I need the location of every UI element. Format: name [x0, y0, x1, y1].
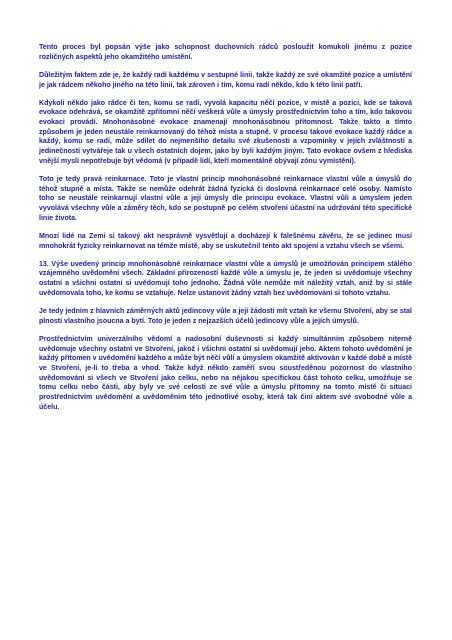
paragraph-5: Mnozí lidé na Zemi si takový akt nesprávně vysvětlují a docházejí k falešnému závěru, že se jedinec musí mnohokrát fyzicky reinkarnovat na témže místě, aby se uskutečnil tento akt spojení a vztahu všech se všemi. — [39, 232, 412, 250]
paragraph-4: Toto je tedy pravá reinkarnace. Toto je vlastní princip mnohonásobné reinkarnace vlastní vůle a úmyslů do téhož stupně a místa. Takže se nemůže odehrát žádná fyzická či doslovná reinkarnace celé osoby. Namísto toho se neustále reinkarnují vlastní vůle a její úmysly dle principu evokace. Vlastní vůli a úmyslem jeden vyvolává všechny vůle a záměry těch, kdo se postupně po celém stvoření účastní na udržování této specifické linie života. — [39, 176, 412, 222]
paragraph-7: Je tedy jedním z hlavních záměrných aktů jedincovy vůle a její žádosti mít vztah ke všemu Stvoření, aby se stal plností vlastního jsoucna a bytí. Toto je jeden z nejzazších účelů jedincovy vůle a jejích úmyslů. — [39, 308, 412, 325]
paragraph-3: Kdykoli někdo jako rádce či ten, komu se radí, vyvolá kapacitu něčí pozice, v místě a pozici, kde se taková evokace odehrává, se okamžitě zpřítomní něčí veškerá vůle a úmysly prostřednictvím toho a tím, kdo takovou evokaci provádí. Mnohonásobné evokace znamenají mnohonásobnou přítomnost. Takže takto a tímto způsobem je jeden neustále reinkarnovaný do téhož místa a stupně. V procesu takové evokace každý rádce a každý, komu se radí, může sdílet do nejmenšího detailu své zkušenosti a vzpomínky v jejich zvláštnosti a jedinečnosti vytvářeje tak u všech ostatních dojem, jako by byli každým jiným. Tato evokace ovšem z hlediska vnější mysli nepotřebuje být vědomá (v případě lidí, kteří momentálně obývají zónu vymístění). — [39, 99, 412, 165]
paragraph-8: Prostřednictvím univerzálního vědomí a nadosobní duševnosti si každý simultánním způsobem niterně uvědomuje všechny ostatní ve Stvoření, jakož i všichni ostatní si uvědomují jeho. Aktem tohoto uvědomění je každý přítomen v uvědomění každého a může být něčí vůlí a úmyslem okamžitě aktivován v každé době a místě ve Stvoření, je-li to třeba a vhod. Takže když někdo zaměří svou soustředěnou pozornost do vlastního uvědomování si všech ve Stvoření jako celku, nebo na nějakou specifickou část tohoto celku, umožňuje se tomu celku nebo části, aby byly ve své celosti ze své vůle a úmyslu přítomny na tomto místě či situaci prostřednictvím uvědomění a uvědoměním této jednotlivé osoby, která tak činí aktem své svobodné vůle a účelu. — [39, 335, 412, 411]
paragraph-6: 13. Výše uvedený princip mnohonásobné reinkarnace vlastní vůle a úmyslů je umožňován principem stálého vzájemného uvědomění všech. Základní přirozeností každé vůle a úmyslu je, že jeden si uvědomuje všechny ostatní a všichni ostatní si uvědomují toho jednoho. Žádná vůle nemůže mít náležitý vztah, aniž by si stále uvědomovala toho, ke komu se vztahuje. Nelze ustanovit žádný vztah bez uvědomování si tohoto vztahu. — [39, 260, 412, 297]
paragraph-2: Důležitým faktem zde je, že každý radí každému v sestupné linii, takže každý ze své okamžité pozice a umístění je jak rádcem někoho jiného na této linii, tak zároveň i tím, komu radí někdo, kdo k této linii patří. — [39, 71, 412, 89]
paragraph-1: Tento proces byl popsán výše jako schopnost duchovních rádců posloužit komukoli jinému z pozice rozličných aspektů jeho okamžitého umístění. — [39, 44, 412, 61]
